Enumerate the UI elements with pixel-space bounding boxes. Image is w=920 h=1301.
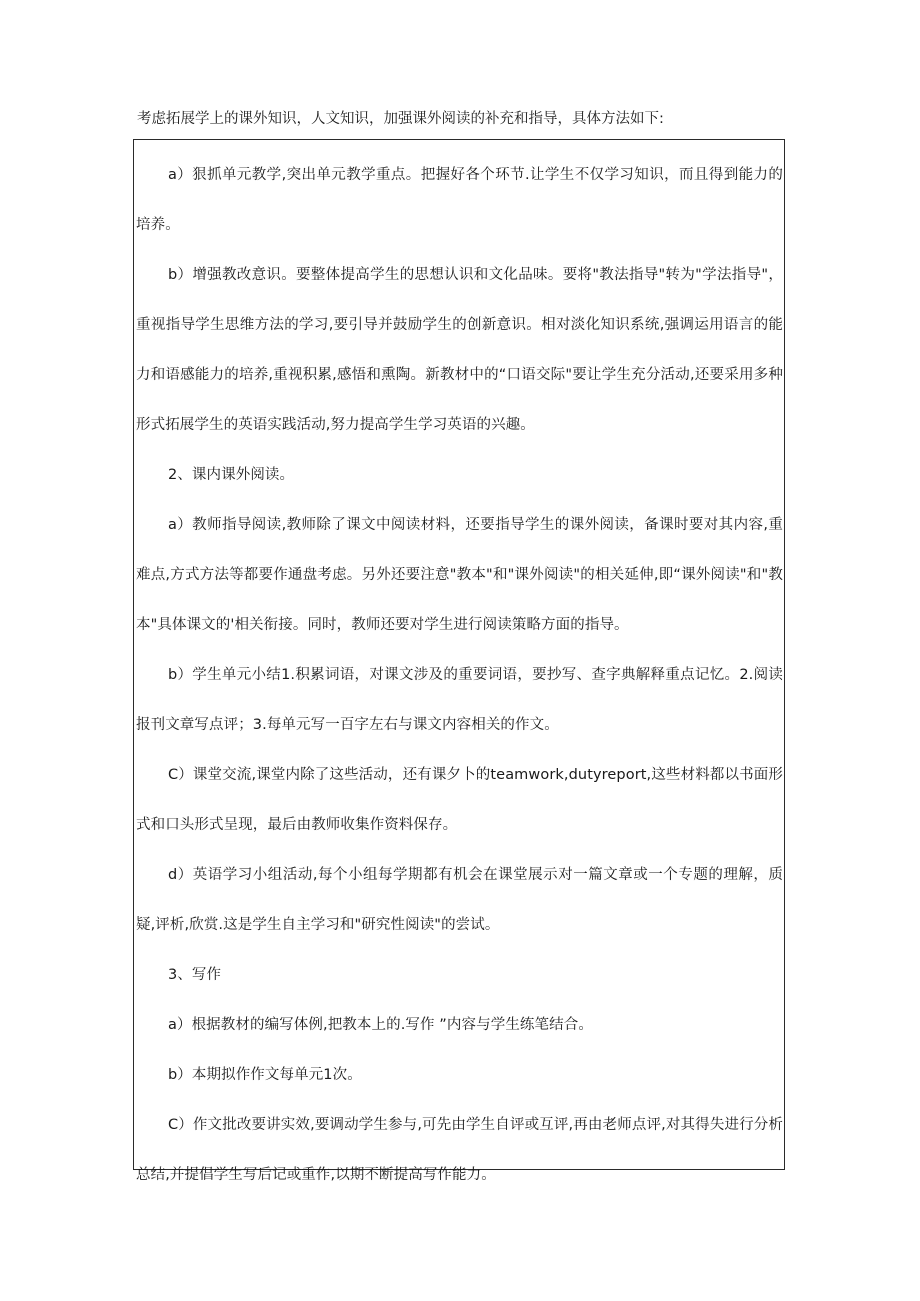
paragraph-b-unit-summary: b）学生单元小结1.积累词语，对课文涉及的重要词语，要抄写、查字典解释重点记忆。2.阅读报刊文章写点评；3.每单元写一百字左右与课文内容相关的作文。 [136, 667, 783, 733]
paragraph-a-guided-reading: a）教师指导阅读,教师除了课文中阅读材料，还要指导学生的课外阅读，备课时要对其内容,重难点,方式方法等都要作通盘考虑。另外还要注意"教本"和"课外阅读"的相关延伸,即“课外阅读"和"教本"具体课文的'相关衔接。同时，教师还要对学生进行阅读策略方面的指导。 [136, 517, 783, 633]
paragraph-b-teaching-reform: b）增强教改意识。要整体提高学生的思想认识和文化品味。要将"教法指导"转为"学法指导"，重视指导学生思维方法的学习,要引导并鼓励学生的创新意识。相对淡化知识系统,强调运用语言的能力和语感能力的培养,重视积累,感悟和熏陶。新教材中的“口语交际"要让学生充分活动,还要采用多种形式拓展学生的英语实践活动,努力提高学生学习英语的兴趣。 [136, 267, 783, 433]
paragraph-c-composition-review: C）作文批改要讲实效,要调动学生参与,可先由学生自评或互评,再由老师点评,对其得失进行分析总结,并提倡学生写后记或重作,以期不断提高写作能力。 [136, 1117, 783, 1183]
section-heading-writing: 3、写作 [168, 967, 222, 983]
paragraph-a-writing-combine: a）根据教材的编写体例,把教本上的.写作 ”内容与学生练笔结合。 [168, 1017, 593, 1033]
paragraph-d-group-activity: d）英语学习小组活动,每个小组每学期都有机会在课堂展示对一篇文章或一个专题的理解，质疑,评析,欣赏.这是学生自主学习和"研究性阅读"的尝试。 [136, 867, 783, 933]
paragraph-a-unit-teaching: a）狠抓单元教学,突出单元教学重点。把握好各个环节.让学生不仅学习知识，而且得到能力的培养。 [136, 167, 783, 233]
section-heading-reading: 2、课内课外阅读。 [168, 467, 295, 483]
paragraph-b-composition-count: b）本期拟作作文每单元1次。 [168, 1067, 362, 1083]
intro-text: 考虑拓展学上的课外知识，人文知识，加强课外阅读的补充和指导，具体方法如下: [137, 111, 664, 127]
content-box [133, 139, 785, 1183]
paragraph-c-class-exchange: C）课堂交流,课堂内除了这些活动，还有课夕卜的teamwork,dutyreport,这些材料都以书面形式和口头形式呈现，最后由教师收集作资料保存。 [136, 767, 783, 833]
